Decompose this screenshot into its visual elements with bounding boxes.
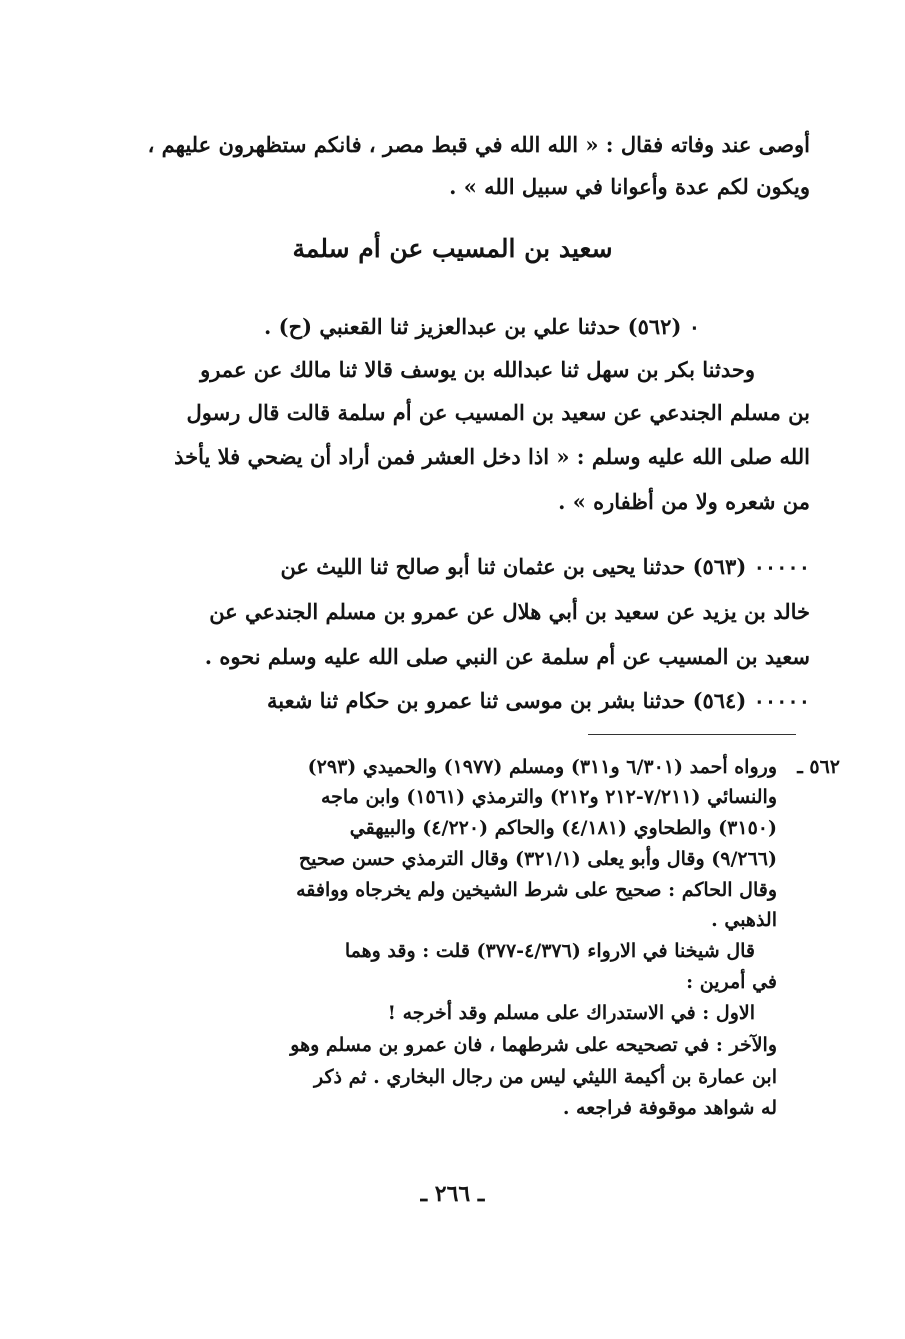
page-number: ـ ٢٦٦ ـ (420, 1181, 485, 1207)
footnote-line: في أمرين : (686, 971, 777, 993)
footnote-line: الذهبي . (711, 909, 777, 931)
footnote-line: والنسائي (٧/٢١١-٢١٢ و٢١٢) والترمذي (١٥٦١) وابن ماجه (320, 786, 777, 808)
hadith-563-line: سعيد بن المسيب عن أم سلمة عن النبي صلى الله عليه وسلم نحوه . (204, 644, 810, 669)
footnote-line: قال شيخنا في الارواء (٤/٣٧٦-٣٧٧) قلت : وقد وهما (344, 940, 755, 962)
footnote-line: (٩/٢٦٦) وقال وأبو يعلى (٣٢١/١) وقال الترمذي حسن صحيح (298, 848, 777, 870)
footnote-line: ابن عمارة بن أكيمة الليثي ليس من رجال البخاري . ثم ذكر (313, 1066, 777, 1088)
hadith-564-line: ٠٠٠٠٠ (٥٦٤) حدثنا بشر بن موسى ثنا عمرو بن حكام ثنا شعبة (266, 688, 810, 713)
footnote-line: والآخر : في تصحيحه على شرطهما ، فان عمرو بن مسلم وهو (290, 1034, 777, 1056)
intro-line: أوصى عند وفاته فقال : « الله الله في قبط مصر ، فانكم ستظهرون عليهم ، (147, 132, 810, 157)
intro-line: ويكون لكم عدة وأعوانا في سبيل الله » . (449, 174, 810, 199)
hadith-562-line: وحدثنا بكر بن سهل ثنا عبدالله بن يوسف قالا ثنا مالك عن عمرو (200, 357, 755, 382)
hadith-562-line: ٠ (٥٦٢) حدثنا علي بن عبدالعزيز ثنا القعنبي (ح) . (264, 314, 700, 339)
hadith-562-line: الله صلى الله عليه وسلم : « اذا دخل العشر فمن أراد أن يضحي فلا يأخذ (174, 444, 810, 469)
footnote-divider (588, 734, 796, 735)
footnote-number: ٥٦٢ ـ (797, 756, 840, 778)
footnote-line: وقال الحاكم : صحيح على شرط الشيخين ولم يخرجاه ووافقه (296, 879, 777, 901)
hadith-563-line: ٠٠٠٠٠ (٥٦٣) حدثنا يحيى بن عثمان ثنا أبو صالح ثنا الليث عن (280, 554, 810, 579)
hadith-562-line: بن مسلم الجندعي عن سعيد بن المسيب عن أم سلمة قالت قال رسول (186, 400, 810, 425)
footnote-line: (٣١٥٠) والطحاوي (٤/١٨١) والحاكم (٤/٢٢٠) والبيهقي (349, 817, 777, 839)
hadith-562-line: من شعره ولا من أظفاره » . (558, 489, 810, 514)
footnote-line: ورواه أحمد (٦/٣٠١ و٣١١) ومسلم (١٩٧٧) والحميدي (٢٩٣) (307, 756, 777, 778)
section-title: سعيد بن المسيب عن أم سلمة (292, 234, 613, 263)
footnote-line: الاول : في الاستدراك على مسلم وقد أخرجه ! (387, 1002, 755, 1024)
footnote-line: له شواهد موقوفة فراجعه . (562, 1097, 777, 1119)
hadith-563-line: خالد بن يزيد عن سعيد بن أبي هلال عن عمرو بن مسلم الجندعي عن (209, 599, 810, 624)
